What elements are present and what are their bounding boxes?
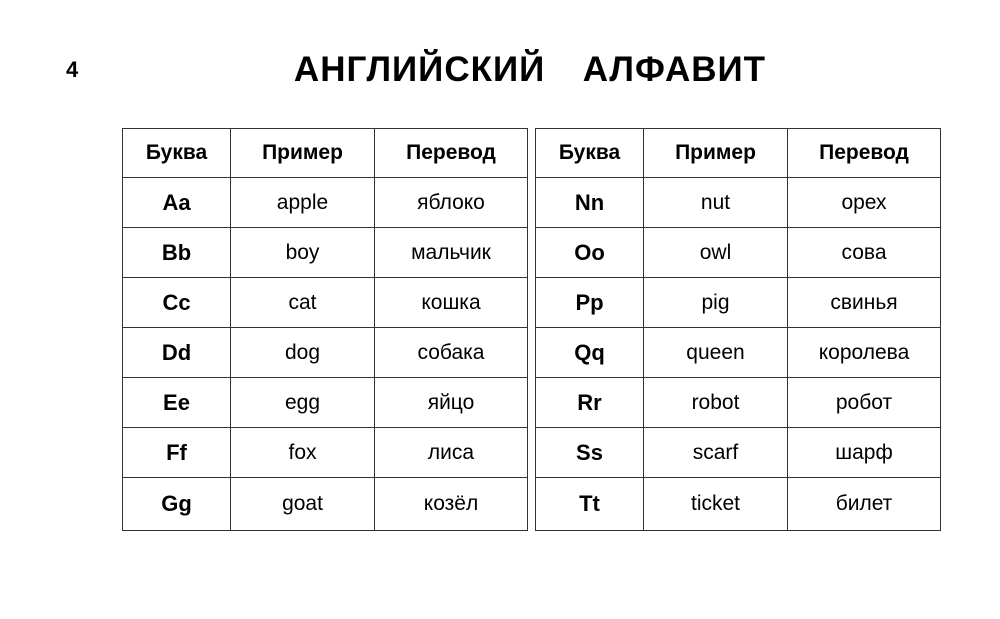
example-cell: ticket xyxy=(644,478,788,531)
letter-cell: Rr xyxy=(536,378,644,428)
page-number: 4 xyxy=(66,57,79,82)
column-header-example: Пример xyxy=(644,129,788,178)
translation-cell: билет xyxy=(788,478,941,531)
letter-cell: Cc xyxy=(123,278,231,328)
example-cell: queen xyxy=(644,328,788,378)
table-row xyxy=(536,178,941,228)
translation-cell: яйцо xyxy=(375,378,528,428)
column-header-translation: Перевод xyxy=(375,129,528,178)
letter-cell: Gg xyxy=(123,478,231,531)
example-cell: pig xyxy=(644,278,788,328)
page-title: АНГЛИЙСКИЙ АЛФАВИТ xyxy=(293,50,767,89)
letter-cell: Ee xyxy=(123,378,231,428)
table-row xyxy=(536,428,941,478)
column-header-example: Пример xyxy=(231,129,375,178)
translation-cell: шарф xyxy=(788,428,941,478)
table-row xyxy=(123,178,528,228)
translation-cell: робот xyxy=(788,378,941,428)
translation-cell: лиса xyxy=(375,428,528,478)
table-row xyxy=(536,328,941,378)
translation-cell: кошка xyxy=(375,278,528,328)
table-row xyxy=(123,328,528,378)
letter-cell: Oo xyxy=(536,228,644,278)
example-cell: dog xyxy=(231,328,375,378)
example-cell: egg xyxy=(231,378,375,428)
letter-cell: Nn xyxy=(536,178,644,228)
example-cell: robot xyxy=(644,378,788,428)
alphabet-table-right xyxy=(535,128,941,531)
letter-cell: Ff xyxy=(123,428,231,478)
example-cell: boy xyxy=(231,228,375,278)
example-cell: goat xyxy=(231,478,375,531)
translation-cell: свинья xyxy=(788,278,941,328)
table-row xyxy=(123,378,528,428)
letter-cell: Dd xyxy=(123,328,231,378)
table-row xyxy=(123,478,528,531)
example-cell: scarf xyxy=(644,428,788,478)
table-row xyxy=(123,278,528,328)
column-header-translation: Перевод xyxy=(788,129,941,178)
table-row xyxy=(123,228,528,278)
letter-cell: Ss xyxy=(536,428,644,478)
letter-cell: Aa xyxy=(123,178,231,228)
translation-cell: козёл xyxy=(375,478,528,531)
letter-cell: Qq xyxy=(536,328,644,378)
example-cell: nut xyxy=(644,178,788,228)
column-header-letter: Буква xyxy=(123,129,231,178)
translation-cell: собака xyxy=(375,328,528,378)
example-cell: apple xyxy=(231,178,375,228)
example-cell: owl xyxy=(644,228,788,278)
example-cell: cat xyxy=(231,278,375,328)
letter-cell: Tt xyxy=(536,478,644,531)
table-row xyxy=(536,478,941,531)
table-row xyxy=(536,278,941,328)
alphabet-table-left xyxy=(122,128,528,531)
translation-cell: орех xyxy=(788,178,941,228)
header-row xyxy=(123,129,528,178)
translation-cell: мальчик xyxy=(375,228,528,278)
header-row xyxy=(536,129,941,178)
table-row xyxy=(536,228,941,278)
translation-cell: яблоко xyxy=(375,178,528,228)
letter-cell: Pp xyxy=(536,278,644,328)
table-row xyxy=(536,378,941,428)
translation-cell: сова xyxy=(788,228,941,278)
table-row xyxy=(123,428,528,478)
column-header-letter: Буква xyxy=(536,129,644,178)
translation-cell: королева xyxy=(788,328,941,378)
example-cell: fox xyxy=(231,428,375,478)
letter-cell: Bb xyxy=(123,228,231,278)
